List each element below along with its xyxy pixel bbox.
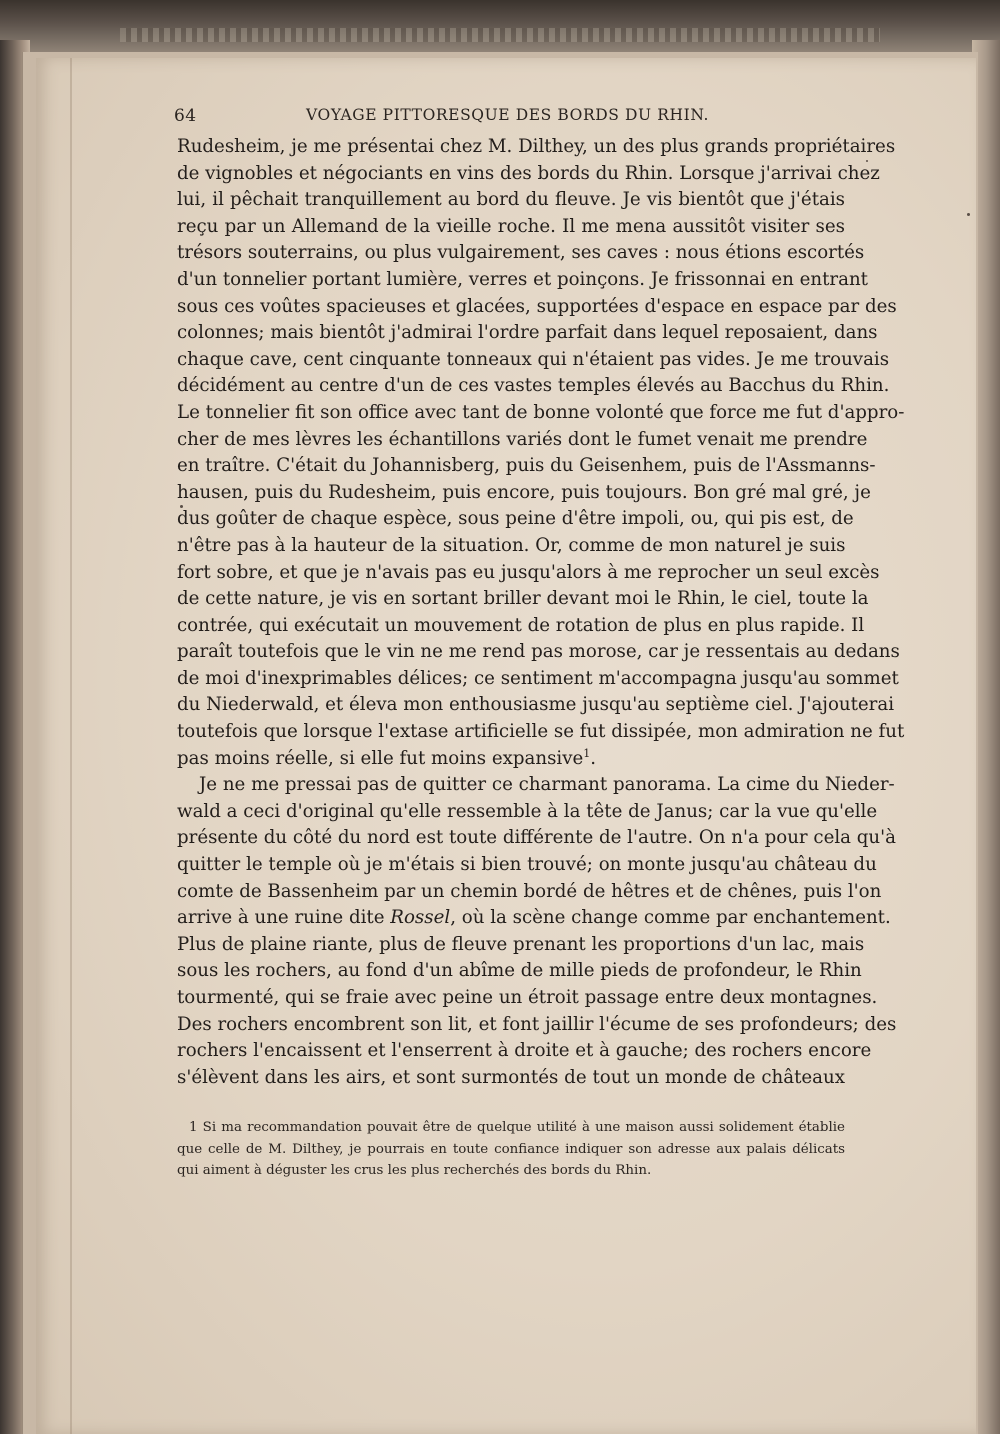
running-title: VOYAGE PITTORESQUE DES BORDS DU RHIN. — [306, 106, 710, 124]
line-end: , où la scène change comme par enchantement. — [450, 907, 891, 929]
text-line: Le tonnelier fit son office avec tant de bonne volonté que force me fut d'appro- — [177, 401, 905, 423]
text-line: paraît toutefois que le vin ne me rend pas morose, car je ressentais au dedans — [177, 641, 900, 663]
text-line: Je ne me pressai pas de quitter ce charmant panorama. La cime du Nieder- — [199, 774, 895, 796]
text-line: chaque cave, cent cinquante tonneaux qui n'étaient pas vides. Je me trouvais — [177, 348, 890, 370]
text-line: n'être pas à la hauteur de la situation. Or, comme de mon naturel je suis — [177, 534, 846, 556]
text-line: s'élèvent dans les airs, et sont surmontés de tout un monde de châteaux — [177, 1066, 845, 1088]
line-end: . — [590, 747, 597, 769]
text-line: toutefois que lorsque l'extase artificielle se fut dissipée, mon admiration ne fut — [177, 721, 905, 743]
text-line: rochers l'encaissent et l'enserrent à droite et à gauche; des rochers encore — [177, 1040, 872, 1062]
page-number: 64 — [174, 106, 197, 126]
text-line: cher de mes lèvres les échantillons variés dont le fumet venait me prendre — [177, 428, 868, 450]
footnote-text: Si ma recommandation pouvait être de quelque utilité à une maison aussi solidement établie — [202, 1120, 845, 1135]
text-line: quitter le temple où je m'étais si bien trouvé; on monte jusqu'au château du — [177, 854, 877, 876]
text-line: fort sobre, et que je n'avais pas eu jusqu'alors à me reprocher un seul excès — [177, 561, 880, 583]
text-line: colonnes; mais bientôt j'admirai l'ordre parfait dans lequel reposaient, dans — [177, 322, 878, 344]
running-header — [174, 106, 874, 132]
text-line: hausen, puis du Rudesheim, puis encore, puis toujours. Bon gré mal gré, je — [177, 481, 871, 503]
text-line: de cette nature, je vis en sortant briller devant moi le Rhin, le ciel, toute la — [177, 588, 869, 610]
footnote-marker: 1 — [189, 1120, 198, 1135]
footnote-line: que celle de M. Dilthey, je pourrais en toute confiance indiquer son adresse aux palais délicats — [177, 1141, 845, 1157]
line-text: arrive à une ruine dite — [177, 907, 385, 929]
text-line: du Niederwald, et éleva mon enthousiasme jusqu'au septième ciel. J'ajouterai — [177, 694, 895, 716]
line-text: pas moins réelle, si elle fut moins expansive — [177, 747, 584, 769]
text-line: lui, il pêchait tranquillement au bord du fleuve. Je vis bientôt que j'étais — [177, 189, 845, 211]
text-line: en traître. C'était du Johannisberg, puis du Geisenhem, puis de l'Assmanns- — [177, 455, 876, 477]
footnote — [177, 1117, 845, 1182]
text-line — [177, 905, 891, 932]
paper-speck — [967, 213, 970, 216]
text-line: Des rochers encombrent son lit, et font jaillir l'écume de ses profondeurs; des — [177, 1013, 897, 1035]
text-line: Plus de plaine riante, plus de fleuve prenant les proportions d'un lac, mais — [177, 933, 865, 955]
text-line: comte de Bassenheim par un chemin bordé de hêtres et de chênes, puis l'on — [177, 880, 882, 902]
text-line: wald a ceci d'original qu'elle ressemble à la tête de Janus; car la vue qu'elle — [177, 800, 878, 822]
paragraph-2 — [177, 772, 897, 1091]
paper-speck — [866, 160, 868, 162]
footnote-line: qui aiment à déguster les crus les plus recherchés des bords du Rhin. — [177, 1163, 652, 1178]
text-line: présente du côté du nord est toute différente de l'autre. On n'a pour cela qu'à — [177, 827, 896, 849]
text-line: contrée, qui exécutait un mouvement de rotation de plus en plus rapide. Il — [177, 614, 865, 636]
text-line: de moi d'inexprimables délices; ce sentiment m'accompagna jusqu'au sommet — [177, 667, 899, 689]
text-line: sous ces voûtes spacieuses et glacées, supportées d'espace en espace par des — [177, 295, 897, 317]
italic-place-name: Rossel — [390, 907, 451, 929]
text-line: trésors souterrains, ou plus vulgairement, ses caves : nous étions escortés — [177, 242, 865, 264]
text-line: décidément au centre d'un de ces vastes temples élevés au Bacchus du Rhin. — [177, 375, 890, 397]
paragraph-1 — [177, 134, 905, 772]
text-line: tourmenté, qui se fraie avec peine un étroit passage entre deux montagnes. — [177, 987, 878, 1008]
text-line: reçu par un Allemand de la vieille roche. Il me mena aussitôt visiter ses — [177, 215, 845, 237]
footnote-ref: 1 — [583, 746, 591, 760]
text-line: sous les rochers, au fond d'un abîme de mille pieds de profondeur, le Rhin — [177, 960, 862, 982]
text-line: d'un tonnelier portant lumière, verres et poinçons. Je frissonnai en entrant — [177, 268, 868, 290]
footnote-line — [177, 1117, 845, 1139]
body-text — [177, 134, 905, 1091]
text-line: dus goûter de chaque espèce, sous peine d'être impoli, ou, qui pis est, de — [177, 508, 854, 530]
text-line: Rudesheim, je me présentai chez M. Dilthey, un des plus grands propriétaires — [177, 136, 896, 157]
text-line — [177, 746, 845, 773]
text-line: de vignobles et négociants en vins des bords du Rhin. Lorsque j'arrivai chez — [177, 162, 880, 184]
